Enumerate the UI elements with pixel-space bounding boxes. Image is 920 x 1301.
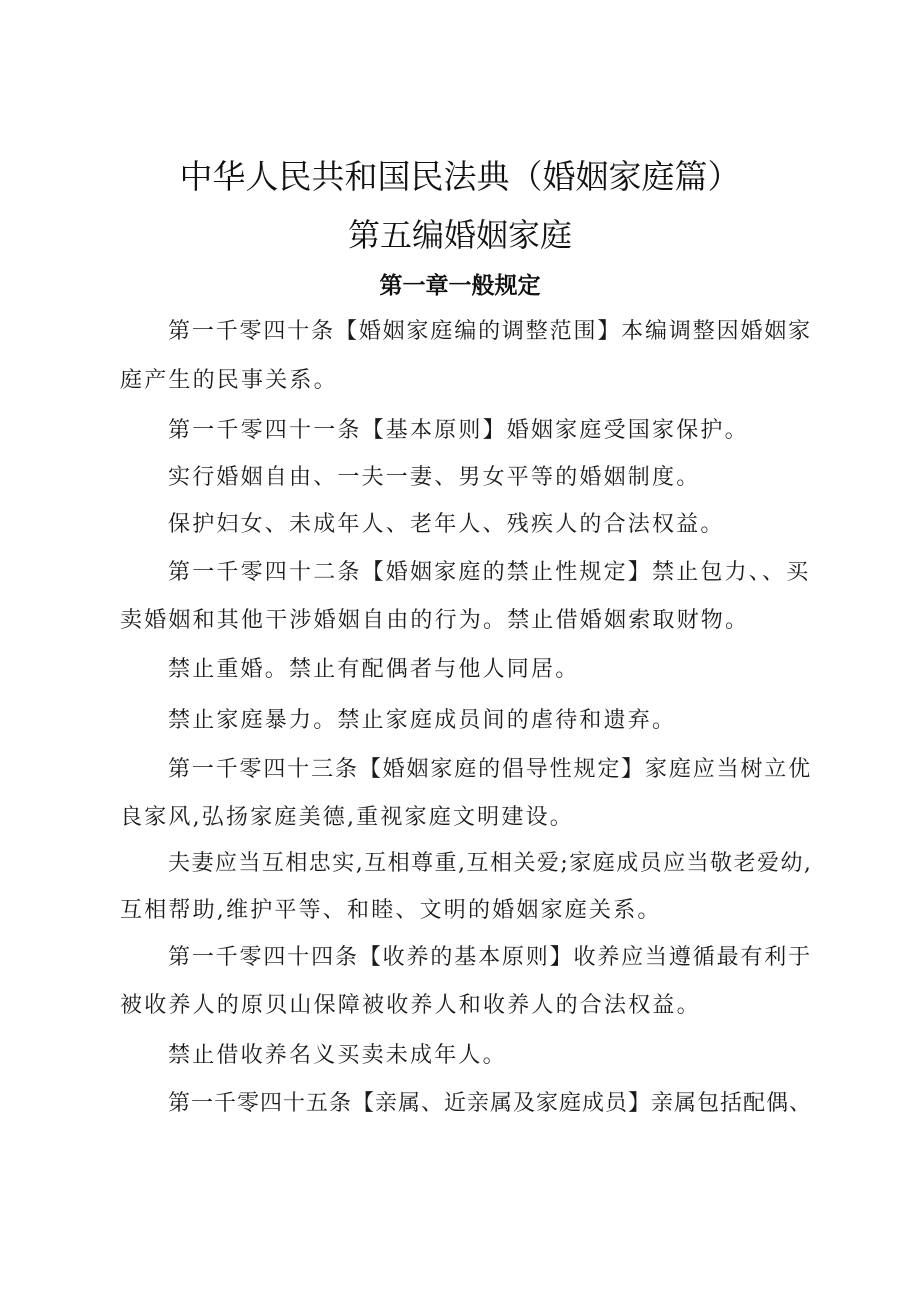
chapter-heading: 第一章一般规定 [379,273,541,299]
article-1043-line-2: 良家风,弘扬家庭美德,重视家庭文明建设。 [120,805,574,830]
article-1044-line-1: 第一千零四十四条【收养的基本原则】收养应当遵循最有利于 [168,945,813,970]
document-title: 中华人民共和国民法典（婚姻家庭篇） [179,157,741,196]
article-1041-line-2: 实行婚姻自由、一夫一妻、男女平等的婚姻制度。 [168,465,701,490]
article-1043-line-3: 夫妻应当互相忠实,互相尊重,互相关爱;家庭成员应当敬老爱幼, [168,851,813,876]
article-1042-line-3: 禁止重婚。禁止有配偶者与他人同居。 [168,657,580,682]
article-1041-line-3: 保护妇女、未成年人、老年人、残疾人的合法权益。 [168,512,725,537]
article-1045-line-1: 第一千零四十五条【亲属、近亲属及家庭成员】亲属包括配偶、 [168,1091,813,1116]
article-1042-line-4: 禁止家庭暴力。禁止家庭成员间的虐待和遗弃。 [168,708,677,733]
article-1043-line-4: 互相帮助,维护平等、和睦、文明的婚姻家庭关系。 [120,898,662,923]
article-1041-line-1: 第一千零四十一条【基本原则】婚姻家庭受国家保护。 [168,418,749,443]
part-heading: 第五编婚姻家庭 [347,216,572,254]
article-1042-line-2: 卖婚姻和其他干涉婚姻自由的行为。禁止借婚姻索取财物。 [120,608,750,633]
article-1044-line-3: 禁止借收养名义买卖未成年人。 [168,1043,507,1068]
article-1040-line-2: 庭产生的民事关系。 [120,368,338,393]
article-1044-line-2: 被收养人的原贝山保障被收养人和收养人的合法权益。 [120,993,701,1018]
article-1042-line-1: 第一千零四十二条【婚姻家庭的禁止性规定】禁止包力、、买 [168,560,811,585]
article-1040-line-1: 第一千零四十条【婚姻家庭编的调整范围】本编调整因婚姻家 [168,319,813,344]
article-1043-line-1: 第一千零四十三条【婚姻家庭的倡导性规定】家庭应当树立优 [168,757,813,782]
